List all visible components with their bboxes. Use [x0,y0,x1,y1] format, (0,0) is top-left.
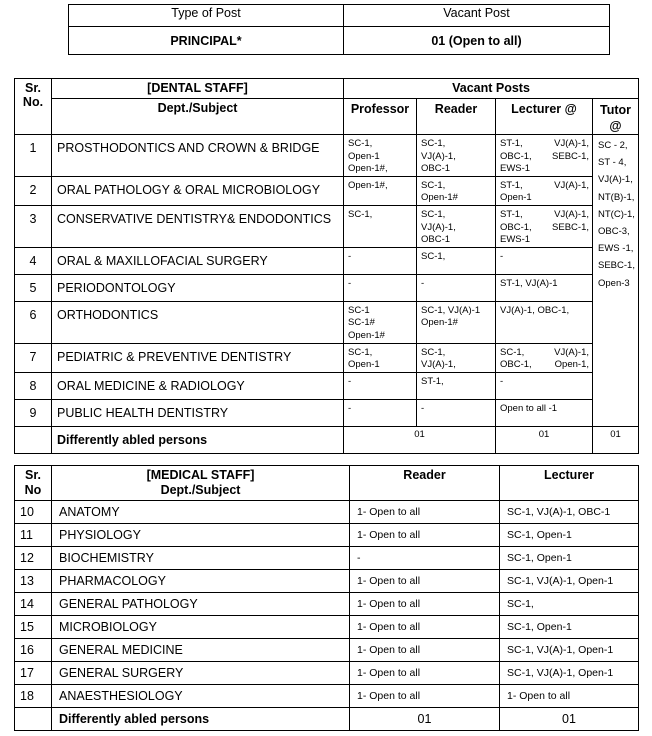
dept-name: PUBLIC HEALTH DENTISTRY [52,399,344,426]
differently-abled-reader: 01 [350,708,500,731]
lecturer-token: OBC-1, [500,359,532,371]
sr-header-line-2: No. [22,95,44,109]
dept-name: GENERAL PATHOLOGY [52,593,350,616]
lecturer-vacancy [496,372,593,399]
tutor-header [593,99,639,135]
lecturer-vacancy: SC-1, Open-1 [500,616,639,639]
lecturer-line [500,376,589,389]
differently-abled-label: Differently abled persons [52,426,344,453]
tutor-line: NT(C)-1, [598,208,635,220]
lecturer-token: ST-1, VJ(A)-1 [500,277,558,289]
table-row [15,639,639,662]
dept-name: PROSTHODONTICS AND CROWN & BRIDGE [52,135,344,177]
table-row [15,501,639,524]
lecturer-vacancy: 1- Open to all [500,685,639,708]
professor-vacancy [344,176,417,205]
principal-table [68,4,610,55]
sr-number: 13 [15,570,52,593]
professor-line: - [348,250,352,262]
reader-vacancy [417,176,496,205]
professor-line: - [348,277,352,289]
lecturer-vacancy [496,301,593,343]
dept-name: ORTHODONTICS [52,301,344,343]
reader-line: VJ(A)-1, [421,150,456,162]
reader-line: - [421,277,425,289]
sr-number: 17 [15,662,52,685]
medical-table-body [15,466,639,731]
reader-line: VJ(A)-1, [421,221,456,233]
professor-line: Open-1#, [348,163,388,175]
lecturer-vacancy [496,399,593,426]
dept-name: ANAESTHESIOLOGY [52,685,350,708]
reader-vacancy: 1- Open to all [350,570,500,593]
reader-vacancy: 1- Open to all [350,662,500,685]
lecturer-vacancy [496,205,593,247]
reader-line: VJ(A)-1, [421,359,456,371]
medical-sr-header-line-1: Sr. [25,468,41,482]
lecturer-token: EWS-1 [500,234,531,246]
professor-vacancy [344,274,417,301]
reader-line: - [421,402,425,414]
reader-vacancy [417,274,496,301]
footer-sr-empty [15,426,52,453]
footer-row [15,426,639,453]
table-row [15,176,639,205]
professor-vacancy [344,205,417,247]
dental-sr-header [15,79,52,135]
reader-vacancy [417,301,496,343]
differently-abled-lecturer: 01 [500,708,639,731]
lecturer-line [500,403,589,416]
professor-vacancy [344,247,417,274]
dental-section-title: [DENTAL STAFF] [52,79,344,99]
reader-line: SC-1, [421,346,446,358]
tutor-vacancy [593,135,639,427]
tutor-line: NT(B)-1, [598,191,635,203]
reader-vacancy [417,372,496,399]
lecturer-token: VJ(A)-1, OBC-1, [500,304,570,316]
professor-line: Open-1# [348,329,385,341]
lecturer-line [500,359,589,372]
lecturer-token: OBC-1, [500,221,532,233]
reader-line: Open-1# [421,192,458,204]
table-row [15,399,639,426]
professor-vacancy [344,372,417,399]
differently-abled-reader: 01 [344,426,496,453]
lecturer-vacancy: SC-1, Open-1 [500,547,639,570]
reader-vacancy: - [350,547,500,570]
medical-sr-header [15,466,52,501]
dental-dept-header: Dept./Subject [52,99,344,135]
sr-number: 6 [15,301,52,343]
lecturer-line [500,305,589,318]
reader-vacancy [417,343,496,372]
dept-name: GENERAL MEDICINE [52,639,350,662]
reader-line: OBC-1 [421,163,451,175]
sr-number: 3 [15,205,52,247]
lecturer-token: EWS-1 [500,163,531,175]
lecturer-token: Open-1 [500,192,532,204]
lecturer-token: ST-1, [500,208,523,220]
professor-line: Open-1#, [348,179,388,191]
sr-number: 4 [15,247,52,274]
lecturer-token: VJ(A)-1, [554,346,589,358]
lecturer-line [500,278,589,291]
lecturer-line [500,180,589,193]
lecturer-token: VJ(A)-1, [554,208,589,220]
reader-line: SC-1, [421,250,446,262]
reader-line: Open-1# [421,317,458,329]
dept-name: PERIODONTOLOGY [52,274,344,301]
lecturer-vacancy [496,176,593,205]
sr-header-line-1: Sr. [25,81,41,95]
professor-line: SC-1# [348,317,375,329]
lecturer-token: SEBC-1, [552,150,589,162]
dept-name: PEDIATRIC & PREVENTIVE DENTISTRY [52,343,344,372]
sr-number: 9 [15,399,52,426]
table-row [15,616,639,639]
footer-sr-empty [15,708,52,731]
professor-line: SC-1, [348,138,373,149]
lecturer-token: Open to all -1 [500,402,558,414]
table-row [15,570,639,593]
professor-line: SC-1 [348,304,370,316]
type-of-post-header: Type of Post [69,5,344,27]
tutor-line: Open-3 [598,277,630,289]
table-row [15,247,639,274]
reader-vacancy: 1- Open to all [350,593,500,616]
sr-number: 16 [15,639,52,662]
medical-title-cell [52,466,350,501]
professor-line: - [348,375,352,387]
table-row [15,274,639,301]
differently-abled-tutor: 01 [593,426,639,453]
reader-vacancy: 1- Open to all [350,685,500,708]
tutor-line: OBC-3, [598,226,630,238]
reader-line: SC-1, [421,208,446,220]
dental-table-body [15,79,639,454]
professor-vacancy [344,399,417,426]
lecturer-vacancy: SC-1, VJ(A)-1, OBC-1 [500,501,639,524]
dept-name: CONSERVATIVE DENTISTRY& ENDODONTICS [52,205,344,247]
reader-vacancy [417,399,496,426]
reader-line: ST-1, [421,375,444,387]
reader-line: SC-1, VJ(A)-1 [421,304,481,316]
lecturer-line [500,138,589,151]
lecturer-token: ST-1, [500,179,523,191]
reader-vacancy [417,247,496,274]
table-row [15,547,639,570]
dental-staff-table [14,78,639,454]
lecturer-line [500,347,589,360]
dept-name: BIOCHEMISTRY [52,547,350,570]
footer-row [15,708,639,731]
table-row [15,524,639,547]
dept-name: ORAL PATHOLOGY & ORAL MICROBIOLOGY [52,176,344,205]
sr-number: 2 [15,176,52,205]
sr-number: 15 [15,616,52,639]
tutor-line: SC - 2, [598,140,628,151]
sr-number: 18 [15,685,52,708]
professor-line: SC-1, [348,346,373,358]
medical-reader-header: Reader [350,466,500,501]
reader-vacancy: 1- Open to all [350,639,500,662]
medical-sr-header-line-2: No [24,483,42,497]
dept-name: ANATOMY [52,501,350,524]
sr-number: 12 [15,547,52,570]
lecturer-token: SEBC-1, [552,221,589,233]
lecturer-line [500,234,589,247]
reader-vacancy [417,205,496,247]
lecturer-token: - [500,250,504,262]
table-row [15,593,639,616]
tutor-line: ST - 4, [598,157,627,169]
lecturer-token: VJ(A)-1, [554,179,589,191]
reader-line: SC-1, [421,179,446,191]
reader-line: OBC-1 [421,234,451,246]
medical-dept-header: Dept./Subject [160,483,241,497]
table-row [15,372,639,399]
lecturer-token: OBC-1, [500,150,532,162]
dept-name: PHARMACOLOGY [52,570,350,593]
vacant-post-header: Vacant Post [344,5,610,27]
lecturer-vacancy: SC-1, Open-1 [500,524,639,547]
lecturer-line [500,251,589,264]
sr-number: 10 [15,501,52,524]
sr-number: 1 [15,135,52,177]
lecturer-vacancy: SC-1, VJ(A)-1, Open-1 [500,570,639,593]
lecturer-vacancy [496,343,593,372]
differently-abled-label: Differently abled persons [52,708,350,731]
lecturer-vacancy: SC-1, [500,593,639,616]
tutor-header-line-1: Tutor [600,103,632,117]
lecturer-vacancy [496,135,593,177]
table-row [15,135,639,177]
table-row [15,343,639,372]
lecturer-line [500,222,589,235]
lecturer-line [500,163,589,176]
professor-line: SC-1, [348,208,373,220]
lecturer-token: ST-1, [500,138,523,149]
table-row [15,205,639,247]
dept-name: PHYSIOLOGY [52,524,350,547]
lecturer-vacancy: SC-1, VJ(A)-1, Open-1 [500,662,639,685]
lecturer-line [500,209,589,222]
table-row [15,685,639,708]
lecturer-header: Lecturer @ [496,99,593,135]
lecturer-vacancy [496,274,593,301]
reader-vacancy: 1- Open to all [350,501,500,524]
lecturer-token: Open-1, [554,359,589,371]
medical-staff-table [14,465,639,731]
sr-number: 11 [15,524,52,547]
professor-vacancy [344,343,417,372]
tutor-line: VJ(A)-1, [598,174,633,186]
differently-abled-lecturer: 01 [496,426,593,453]
lecturer-line [500,151,589,164]
tutor-line: EWS -1, [598,243,634,255]
dept-name: MICROBIOLOGY [52,616,350,639]
sr-number: 7 [15,343,52,372]
professor-line: Open-1 [348,359,380,371]
tutor-line: SEBC-1, [598,260,635,272]
lecturer-line [500,192,589,205]
sr-number: 8 [15,372,52,399]
medical-lecturer-header: Lecturer [500,466,639,501]
professor-header: Professor [344,99,417,135]
reader-vacancy [417,135,496,177]
vacant-posts-header: Vacant Posts [344,79,639,99]
lecturer-vacancy [496,247,593,274]
reader-vacancy: 1- Open to all [350,616,500,639]
professor-vacancy [344,135,417,177]
medical-section-title: [MEDICAL STAFF] [146,468,255,482]
reader-line: SC-1, [421,138,446,149]
lecturer-token: - [500,375,504,387]
professor-line: Open-1 [348,150,380,162]
sr-number: 14 [15,593,52,616]
table-row [15,301,639,343]
dept-name: ORAL MEDICINE & RADIOLOGY [52,372,344,399]
reader-vacancy: 1- Open to all [350,524,500,547]
professor-vacancy [344,301,417,343]
lecturer-vacancy: SC-1, VJ(A)-1, Open-1 [500,639,639,662]
tutor-header-line-2: @ [609,119,622,133]
dept-name: ORAL & MAXILLOFACIAL SURGERY [52,247,344,274]
sr-number: 5 [15,274,52,301]
table-row [15,662,639,685]
reader-header: Reader [417,99,496,135]
principal-label: PRINCIPAL* [69,27,344,55]
professor-line: - [348,402,352,414]
dept-name: GENERAL SURGERY [52,662,350,685]
principal-vacancy: 01 (Open to all) [344,27,610,55]
lecturer-token: VJ(A)-1, [554,138,589,149]
lecturer-token: SC-1, [500,346,525,358]
